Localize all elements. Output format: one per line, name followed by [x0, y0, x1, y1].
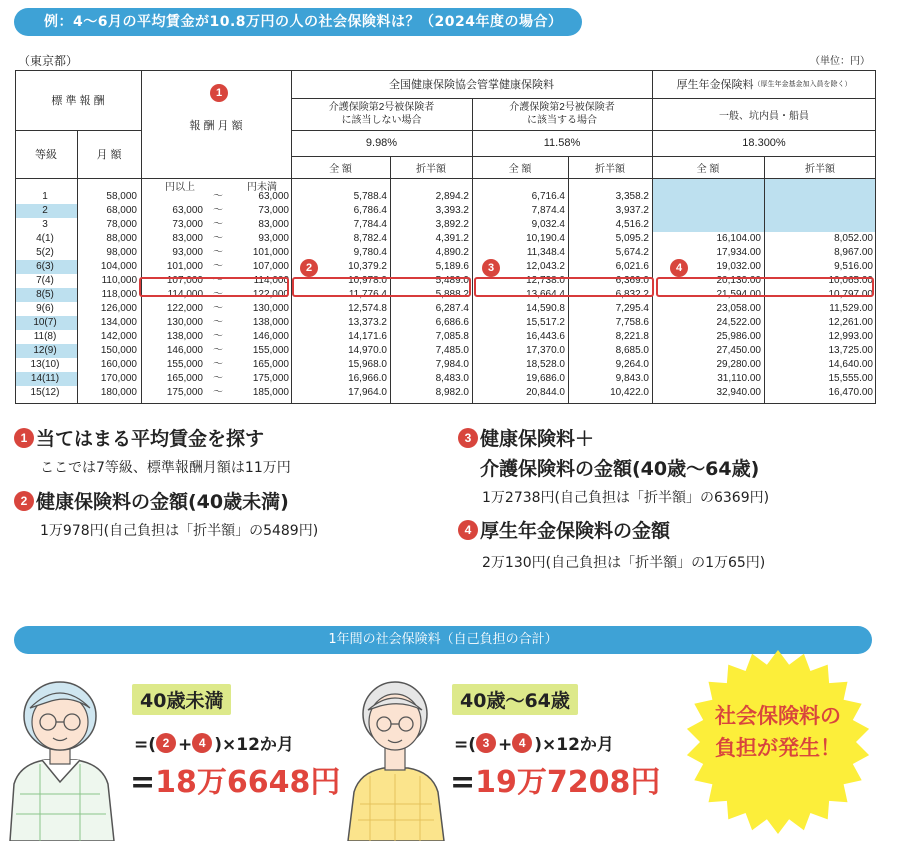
- explain-3-sub: 1万2738円(自己負担は「折半額」の6369円): [482, 490, 770, 506]
- table-cell-b: 3,393.2: [435, 205, 469, 216]
- table-cell-f: 13,725.00: [828, 345, 873, 356]
- table-cell-hi: 122,000: [252, 289, 289, 300]
- burst-text: [682, 700, 874, 764]
- table-cell-c: 6,716.4: [531, 191, 565, 202]
- table-cell-b: 6,287.4: [435, 303, 469, 314]
- table-cell-hi: 101,000: [252, 247, 289, 258]
- table-cell-f: 14,640.00: [828, 359, 873, 370]
- age40-64-result: [450, 757, 660, 801]
- table-cell-tilde: 〜: [213, 247, 223, 258]
- table-cell-hi: 130,000: [252, 303, 289, 314]
- under40-tag: 40歳未満: [132, 684, 231, 715]
- table-cell-tilde: 〜: [213, 303, 223, 314]
- table-row: [15, 344, 876, 358]
- table-cell-f: 8,052.00: [834, 233, 873, 244]
- table-cell-e: 31,110.00: [717, 373, 761, 384]
- age40-64-formula-badge-3: 3: [476, 733, 496, 753]
- table-cell-e: 21,594.00: [716, 289, 761, 300]
- table-cell-m: 170,000: [100, 373, 137, 384]
- table-row: [15, 204, 876, 218]
- grid-vline: [472, 98, 473, 404]
- header-grade: 等級: [35, 149, 57, 161]
- explain-4-badge: 4: [458, 520, 478, 540]
- under40-result: [130, 757, 340, 801]
- grid-vline: [77, 130, 78, 404]
- table-cell-hi: 114,000: [253, 275, 289, 286]
- table-cell-lo: 122,000: [166, 303, 203, 314]
- table-row: [15, 358, 876, 372]
- age40-64-formula-plus: +: [498, 735, 513, 755]
- age40-64-formula-post: )×12か月: [534, 735, 614, 755]
- table-cell-b: 7,085.8: [435, 331, 469, 342]
- badge-3: 3: [482, 259, 500, 277]
- table-cell-d: 3,358.2: [615, 191, 649, 202]
- table-cell-b: 5,888.2: [435, 289, 469, 300]
- age40-64-result-value: 19万7208円: [475, 765, 661, 800]
- table-row: [15, 232, 876, 246]
- insurance-table: [15, 70, 876, 404]
- table-cell-b: 4,391.2: [435, 233, 469, 244]
- table-cell-d: 3,937.2: [615, 205, 649, 216]
- table-cell-e: [652, 205, 761, 217]
- table-cell-e: 27,450.00: [716, 345, 761, 356]
- grid-hline: [15, 178, 876, 179]
- header-pension: [652, 70, 876, 98]
- table-cell-lo: 165,000: [166, 373, 203, 384]
- table-cell-m: 180,000: [100, 387, 137, 398]
- table-cell-tilde: 〜: [213, 275, 223, 286]
- grid-hline: [291, 130, 876, 131]
- table-cell-f: 12,261.00: [828, 317, 873, 328]
- table-cell-a: 11,776.4: [348, 289, 387, 300]
- grid-hline: [15, 130, 141, 131]
- table-cell-g: 2: [42, 205, 48, 216]
- label-over: 円以上: [165, 182, 195, 193]
- table-cell-tilde: 〜: [213, 359, 223, 370]
- age40-64-formula-badge-4: 4: [512, 733, 532, 753]
- explain-3-title-b: 介護保険料の金額(40歳〜64歳): [480, 458, 760, 480]
- table-cell-hi: 138,000: [252, 317, 289, 328]
- table-cell-tilde: 〜: [213, 233, 223, 244]
- table-cell-c: 20,844.0: [526, 387, 565, 398]
- table-cell-hi: 93,000: [258, 233, 289, 244]
- header-half-1: 折半額: [416, 163, 446, 175]
- table-cell-lo: 73,000: [172, 219, 203, 230]
- table-cell-g: 13(10): [30, 359, 60, 370]
- table-cell-lo: 107,000: [166, 275, 203, 286]
- table-cell-c: 11,348.4: [526, 247, 565, 258]
- table-cell-a: 6,786.4: [353, 205, 387, 216]
- table-row: [15, 218, 876, 232]
- table-cell-a: 13,373.2: [348, 317, 387, 328]
- table-cell-tilde: 〜: [213, 387, 223, 398]
- table-cell-a: 16,966.0: [348, 373, 387, 384]
- grid-hline: [291, 156, 876, 157]
- table-cell-a: 14,171.6: [348, 331, 387, 342]
- under40-formula-post: )×12か月: [214, 735, 294, 755]
- table-cell-a: 17,964.0: [348, 387, 387, 398]
- table-cell-d: 6,369.0: [615, 275, 649, 286]
- table-cell-a: 14,970.0: [348, 345, 387, 356]
- young-person-illustration: [0, 664, 122, 841]
- table-cell-g: 4(1): [36, 233, 54, 244]
- highlight-pension: [656, 277, 874, 297]
- table-cell-tilde: 〜: [213, 191, 223, 202]
- burst-line-2: 負担が発生！: [715, 736, 841, 760]
- explain-1-sub: ここでは7等級、標準報酬月額は11万円: [40, 460, 291, 476]
- table-cell-c: 13,664.4: [526, 289, 565, 300]
- table-cell-b: 5,489.0: [435, 275, 469, 286]
- table-cell-f: 16,470.00: [828, 387, 873, 398]
- table-cell-c: 7,874.4: [531, 205, 565, 216]
- table-cell-hi: 73,000: [258, 205, 289, 216]
- table-cell-e: 32,940.00: [716, 387, 761, 398]
- table-cell-a: 9,780.4: [353, 247, 387, 258]
- table-cell-c: 19,686.0: [526, 373, 565, 384]
- table-cell-m: 118,000: [101, 289, 137, 300]
- table-cell-f: [764, 219, 873, 231]
- table-cell-b: 8,982.0: [435, 387, 469, 398]
- header-general: 一般、坑内員・船員: [719, 110, 809, 122]
- table-cell-c: 12,738.0: [526, 275, 565, 286]
- table-row: [15, 316, 876, 330]
- table-cell-lo: 101,000: [166, 261, 203, 272]
- grid-vline: [291, 70, 292, 404]
- explain-3-title: [458, 424, 594, 451]
- table-cell-f: 8,967.00: [834, 247, 873, 258]
- table-cell-d: 5,674.2: [615, 247, 649, 258]
- table-cell-lo: 138,000: [166, 331, 203, 342]
- table-cell-b: 6,686.6: [435, 317, 469, 328]
- table-cell-g: 14(11): [30, 373, 60, 384]
- grid-hline: [291, 98, 876, 99]
- grid-vline: [652, 70, 653, 404]
- explain-2-sub: 1万978円(自己負担は「折半額」の5489円): [40, 523, 319, 539]
- rate-pension: 18.300%: [742, 137, 786, 149]
- grid-hline: [15, 403, 876, 404]
- grid-hline: [15, 70, 876, 71]
- table-cell-hi: 146,000: [252, 331, 289, 342]
- table-cell-g: 8(5): [36, 289, 54, 300]
- table-cell-g: 3: [42, 219, 48, 230]
- under40-formula-pre: =(: [134, 735, 157, 755]
- header-kyokai: 全国健康保険協会管掌健康保険料: [389, 79, 554, 91]
- rate-nocare: 9.98%: [365, 137, 398, 149]
- table-cell-b: 2,894.2: [435, 191, 469, 202]
- explain-2-text: 健康保険料の金額(40歳未満): [36, 491, 289, 513]
- table-cell-d: 7,758.6: [615, 317, 649, 328]
- table-cell-f: 15,555.00: [828, 373, 873, 384]
- table-cell-d: 10,422.0: [610, 387, 649, 398]
- table-cell-b: 3,892.2: [435, 219, 469, 230]
- table-cell-c: 10,190.4: [526, 233, 565, 244]
- table-cell-m: 142,000: [100, 331, 137, 342]
- table-cell-f: 10,797.00: [828, 289, 873, 300]
- table-cell-hi: 107,000: [252, 261, 289, 272]
- age40-64-result-eq: =: [450, 765, 476, 800]
- header-reward: 報 酬 月 額: [189, 120, 243, 132]
- grid-vline: [15, 70, 16, 404]
- table-cell-d: 8,685.0: [615, 345, 649, 356]
- table-cell-m: 134,000: [100, 317, 137, 328]
- table-cell-tilde: 〜: [213, 205, 223, 216]
- table-row: [15, 386, 876, 400]
- table-cell-g: 6(3): [36, 261, 54, 272]
- table-cell-tilde: 〜: [213, 219, 223, 230]
- table-cell-lo: 130,000: [166, 317, 203, 328]
- table-cell-b: 5,189.6: [435, 261, 469, 272]
- table-cell-m: 58,000: [106, 191, 137, 202]
- table-cell-c: 16,443.6: [526, 331, 565, 342]
- table-cell-lo: 93,000: [172, 247, 203, 258]
- table-cell-hi: 83,000: [258, 219, 289, 230]
- table-row: [15, 330, 876, 344]
- explain-2-badge: 2: [14, 491, 34, 511]
- header-monthly: 月 額: [96, 149, 122, 161]
- table-cell-m: 68,000: [106, 205, 137, 216]
- rate-care: 11.58%: [543, 137, 581, 149]
- age40-64-formula: [454, 730, 614, 755]
- under40-formula-badge-2: 2: [156, 733, 176, 753]
- annual-banner: 1年間の社会保険料（自己負担の合計）: [14, 626, 872, 654]
- table-cell-a: 7,784.4: [353, 219, 387, 230]
- table-cell-lo: 114,000: [167, 289, 203, 300]
- table-cell-e: 24,522.00: [716, 317, 761, 328]
- table-cell-lo: 155,000: [166, 359, 203, 370]
- table-cell-e: 29,280.00: [716, 359, 761, 370]
- table-cell-hi: 165,000: [252, 359, 289, 370]
- table-cell-m: 110,000: [101, 275, 137, 286]
- table-cell-tilde: 〜: [213, 289, 223, 300]
- table-cell-f: 9,516.00: [834, 261, 873, 272]
- table-cell-f: 12,993.00: [828, 331, 873, 342]
- table-cell-a: 12,574.8: [348, 303, 387, 314]
- table-row: [15, 302, 876, 316]
- table-cell-lo: 83,000: [172, 233, 203, 244]
- table-cell-d: 9,843.0: [615, 373, 649, 384]
- table-cell-hi: 63,000: [258, 191, 289, 202]
- table-cell-hi: 155,000: [252, 345, 289, 356]
- table-cell-a: 15,968.0: [348, 359, 387, 370]
- table-cell-c: 15,517.2: [526, 317, 565, 328]
- table-cell-e: 25,986.00: [716, 331, 761, 342]
- table-cell-m: 88,000: [106, 233, 137, 244]
- table-cell-a: 10,379.2: [348, 261, 387, 272]
- table-row: [15, 372, 876, 386]
- table-cell-e: 16,104.00: [716, 233, 761, 244]
- age40-64-tag: 40歳〜64歳: [452, 684, 578, 715]
- example-banner: 例：4〜6月の平均賃金が10.8万円の人の社会保険料は？（2024年度の場合）: [14, 8, 582, 36]
- table-cell-d: 8,221.8: [615, 331, 649, 342]
- table-cell-f: 11,529.00: [829, 303, 873, 314]
- under40-formula-plus: +: [178, 735, 193, 755]
- table-cell-m: 104,000: [100, 261, 137, 272]
- table-cell-g: 15(12): [30, 387, 60, 398]
- grid-vline: [141, 70, 142, 404]
- table-cell-d: 4,516.2: [615, 219, 649, 230]
- age40-64-formula-pre: =(: [454, 735, 477, 755]
- table-cell-e: 17,934.00: [716, 247, 761, 258]
- table-cell-lo: 146,000: [166, 345, 203, 356]
- table-cell-e: [652, 219, 761, 231]
- table-cell-d: 9,264.0: [615, 359, 649, 370]
- label-under: 円未満: [247, 182, 277, 193]
- table-cell-a: 5,788.4: [353, 191, 387, 202]
- highlight-health-nocare: [292, 277, 471, 297]
- table-cell-b: 8,483.0: [435, 373, 469, 384]
- table-cell-tilde: 〜: [213, 261, 223, 272]
- table-cell-d: 5,095.2: [615, 233, 649, 244]
- table-cell-b: 4,890.2: [435, 247, 469, 258]
- table-cell-tilde: 〜: [213, 373, 223, 384]
- explain-4-sub: 2万130円(自己負担は「折半額」の1万65円): [482, 555, 766, 571]
- badge-1: 1: [210, 84, 228, 102]
- under40-formula-badge-4: 4: [192, 733, 212, 753]
- table-cell-g: 5(2): [36, 247, 54, 258]
- explain-4-text: 厚生年金保険料の金額: [480, 520, 671, 542]
- table-cell-lo: 63,000: [172, 205, 203, 216]
- table-cell-f: [764, 205, 873, 217]
- table-cell-d: 6,021.6: [615, 261, 649, 272]
- under40-result-value: 18万6648円: [155, 765, 341, 800]
- table-cell-g: 11(8): [33, 331, 57, 342]
- header-full-1: 全 額: [329, 163, 352, 175]
- highlight-health-care: [474, 277, 654, 297]
- header-full-2: 全 額: [508, 163, 532, 175]
- table-cell-c: 12,043.2: [526, 261, 565, 272]
- table-cell-lo: 175,000: [166, 387, 203, 398]
- header-half-3: 折半額: [805, 163, 835, 175]
- badge-2: 2: [300, 259, 318, 277]
- header-half-2: 折半額: [595, 163, 625, 175]
- table-cell-lo: [141, 191, 203, 203]
- under40-formula: [134, 730, 294, 755]
- explain-1-title: [14, 424, 264, 451]
- table-cell-m: 160,000: [100, 359, 137, 370]
- senior-person-illustration: [340, 664, 450, 841]
- table-cell-a: 10,978.0: [348, 275, 387, 286]
- header-nocare: 介護保険第2号被保険者 に該当しない場合: [328, 102, 435, 126]
- burst-line-1: 社会保険料の: [715, 704, 841, 728]
- table-cell-b: 7,485.0: [435, 345, 469, 356]
- table-cell-tilde: 〜: [213, 345, 223, 356]
- table-cell-f: [764, 191, 873, 203]
- table-cell-f: 10,065.00: [828, 275, 873, 286]
- table-cell-g: 12(9): [33, 345, 57, 356]
- table-cell-tilde: 〜: [213, 317, 223, 328]
- table-cell-m: 126,000: [100, 303, 137, 314]
- table-cell-m: 150,000: [100, 345, 137, 356]
- table-cell-e: 20,130.00: [716, 275, 761, 286]
- badge-4: 4: [670, 259, 688, 277]
- explain-3-badge: 3: [458, 428, 478, 448]
- explain-3-text-a: 健康保険料＋: [480, 428, 595, 450]
- table-cell-g: 9(6): [36, 303, 54, 314]
- header-standard: 標 準 報 酬: [51, 95, 105, 107]
- explain-1-text: 当てはまる平均賃金を探す: [36, 428, 265, 450]
- table-cell-m: 78,000: [106, 219, 137, 230]
- explain-4-title: [458, 516, 670, 543]
- header-care: 介護保険第2号被保険者 に該当する場合: [509, 102, 615, 126]
- highlight-reward-range: [139, 277, 289, 297]
- table-cell-g: 7(4): [36, 275, 54, 286]
- header-pension-note: （厚生年金基金加入員を除く）: [753, 81, 852, 88]
- header-full-3: 全 額: [696, 163, 720, 175]
- table-cell-c: 17,370.0: [526, 345, 565, 356]
- table-cell-hi: 185,000: [252, 387, 289, 398]
- table-cell-g: 10(7): [33, 317, 57, 328]
- region-label: （東京都）: [18, 54, 79, 68]
- table-cell-hi: 175,000: [252, 373, 289, 384]
- explain-2-title: [14, 487, 289, 514]
- table-cell-e: [652, 191, 761, 203]
- under40-result-eq: =: [130, 765, 156, 800]
- unit-label: （単位：円）: [810, 56, 870, 67]
- explain-1-badge: 1: [14, 428, 34, 448]
- table-cell-b: 7,984.0: [435, 359, 469, 370]
- grid-vline: [875, 70, 876, 404]
- table-cell-c: 14,590.8: [526, 303, 565, 314]
- table-cell-g: 1: [42, 191, 48, 202]
- table-cell-c: 9,032.4: [531, 219, 565, 230]
- table-cell-c: 18,528.0: [526, 359, 565, 370]
- table-row: [15, 260, 876, 274]
- table-row: [15, 190, 876, 204]
- table-cell-a: 8,782.4: [353, 233, 387, 244]
- table-cell-e: 19,032.00: [716, 261, 761, 272]
- table-cell-tilde: 〜: [213, 331, 223, 342]
- table-cell-d: 6,832.2: [615, 289, 649, 300]
- table-cell-e: 23,058.00: [716, 303, 761, 314]
- table-cell-d: 7,295.4: [615, 303, 649, 314]
- header-pension-label: 厚生年金保険料: [676, 79, 754, 91]
- table-cell-m: 98,000: [106, 247, 137, 258]
- table-row: [15, 246, 876, 260]
